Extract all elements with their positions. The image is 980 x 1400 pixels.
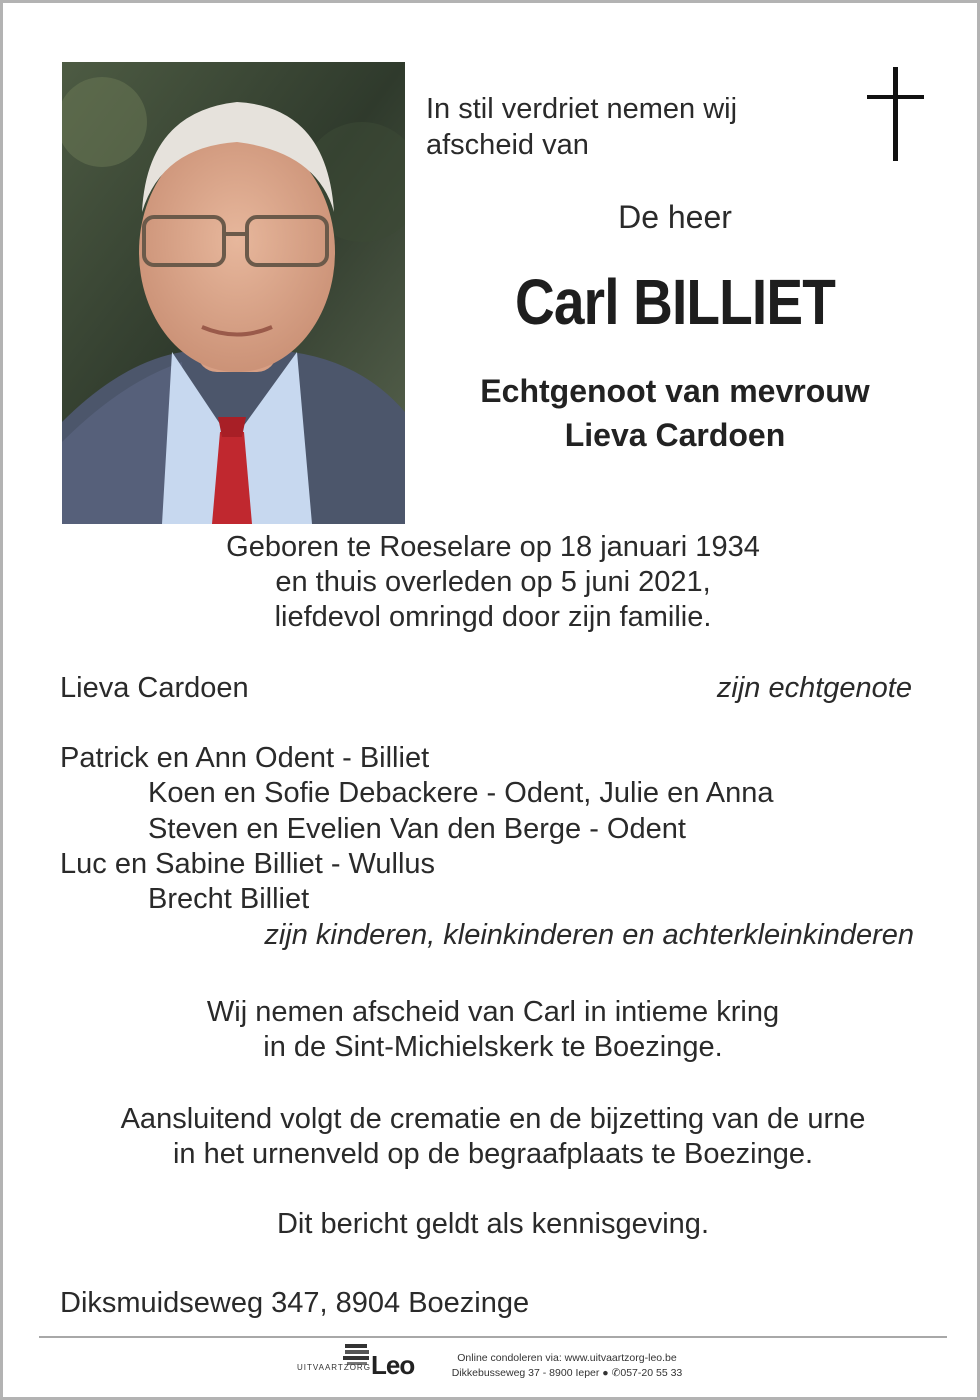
family-member: Luc en Sabine Billiet - Wullus: [60, 848, 436, 880]
condolence-link[interactable]: Online condoleren via: www.uitvaartzorg-leo.be: [457, 1352, 677, 1364]
ceremony-text: [3, 995, 980, 1065]
ceremony-line: in de Sint-Michielskerk te Boezinge.: [263, 1031, 723, 1063]
spouse-name: Lieva Cardoen: [60, 672, 249, 704]
cremation-line: in het urnenveld op de begraafplaats te Boezinge.: [172, 1138, 814, 1170]
logo-name: Leo: [371, 1350, 415, 1380]
intro-line: afscheid van: [426, 129, 589, 161]
children-role: zijn kinderen, kleinkinderen en achterkleinkinderen: [264, 919, 914, 951]
cremation-text: [3, 1102, 980, 1172]
spouse-role: zijn echtgenote: [716, 672, 912, 704]
intro-line: In stil verdriet nemen wij: [426, 93, 738, 125]
birth-line: Geboren te Roeselare op 18 januari 1934: [226, 531, 760, 563]
title-prefix: De heer: [618, 199, 732, 235]
address: Diksmuidseweg 347, 8904 Boezinge: [60, 1287, 530, 1319]
footer-info: [437, 1351, 697, 1381]
family-member: Steven en Evelien Van den Berge - Odent: [148, 813, 686, 845]
death-line: en thuis overleden op 5 juni 2021,: [275, 566, 711, 598]
family-member: Patrick en Ann Odent - Billiet: [60, 742, 430, 774]
family-line: liefdevol omringd door zijn familie.: [274, 601, 712, 633]
life-details: [3, 530, 980, 635]
cremation-line: Aansluitend volgt de crematie en de bijzetting van de urne: [120, 1103, 866, 1135]
family-member: Koen en Sofie Debackere - Odent, Julie en Anna: [148, 777, 774, 809]
spouse-line-1: Echtgenoot van mevrouw: [480, 373, 870, 409]
notice-text: Dit bericht geldt als kennisgeving.: [276, 1208, 709, 1240]
deceased-name: Carl BILLIET: [515, 266, 835, 338]
spouse-line-2: Lieva Cardoen: [564, 417, 786, 453]
intro-text: [426, 91, 737, 163]
family-member: Brecht Billiet: [148, 883, 310, 915]
cross-icon: [867, 67, 927, 163]
contact-info: Dikkebusseweg 37 - 8900 Ieper ● ✆057-20 55 33: [451, 1367, 683, 1379]
logo-small-text: UITVAARTZORG: [297, 1363, 371, 1372]
portrait-photo: [62, 62, 405, 524]
divider: [39, 1336, 947, 1338]
ceremony-line: Wij nemen afscheid van Carl in intieme kring: [206, 996, 780, 1028]
